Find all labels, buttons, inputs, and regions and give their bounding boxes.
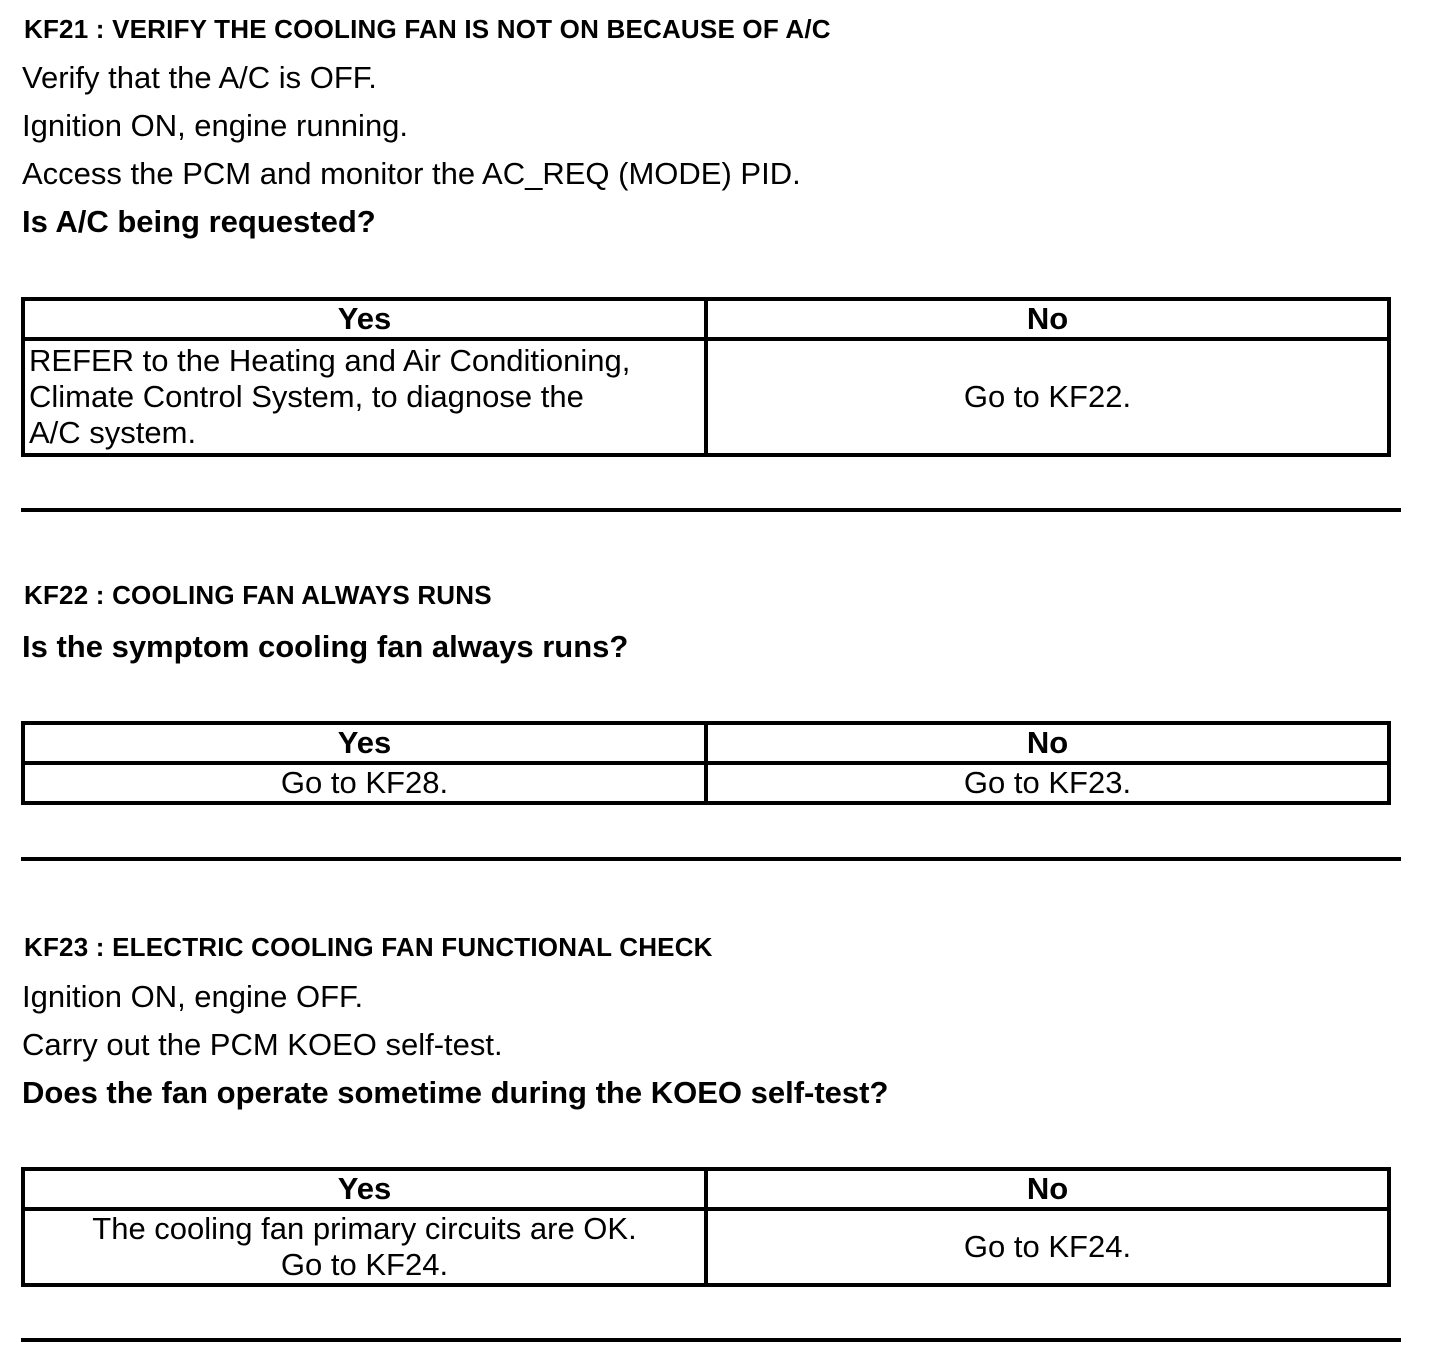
section-divider [21, 508, 1401, 512]
kf21-no-cell: Go to KF22. [706, 339, 1389, 455]
kf23-decision-table [21, 1167, 1391, 1287]
kf21-decision-table [21, 297, 1391, 457]
kf22-no-cell: Go to KF23. [706, 763, 1389, 803]
kf23-step-1: Ignition ON, engine OFF. [22, 979, 364, 1014]
kf23-step-2: Carry out the PCM KOEO self-test. [22, 1027, 503, 1062]
kf21-title: KF21 : VERIFY THE COOLING FAN IS NOT ON BECAUSE OF A/C [24, 14, 831, 44]
kf21-yes-line-3: A/C system. [29, 415, 197, 450]
kf21-no-header: No [706, 299, 1389, 339]
kf21-step-1: Verify that the A/C is OFF. [22, 60, 377, 95]
kf23-no-cell: Go to KF24. [706, 1209, 1389, 1285]
kf22-question: Is the symptom cooling fan always runs? [22, 629, 629, 664]
section-divider [21, 1338, 1401, 1342]
kf23-yes-line-2: Go to KF24. [280, 1247, 449, 1282]
section-divider [21, 857, 1401, 861]
kf22-yes-cell: Go to KF28. [23, 763, 706, 803]
kf22-title: KF22 : COOLING FAN ALWAYS RUNS [24, 580, 492, 610]
kf21-yes-line-1: REFER to the Heating and Air Conditioning, [29, 343, 631, 378]
kf22-yes-header: Yes [23, 723, 706, 763]
kf21-yes-line-2: Climate Control System, to diagnose the [29, 379, 584, 414]
kf21-yes-header: Yes [23, 299, 706, 339]
kf23-question: Does the fan operate sometime during the KOEO self-test? [22, 1075, 889, 1110]
kf23-title: KF23 : ELECTRIC COOLING FAN FUNCTIONAL CHECK [24, 932, 713, 962]
kf23-yes-cell [23, 1209, 706, 1285]
kf21-step-3: Access the PCM and monitor the AC_REQ (MODE) PID. [22, 156, 801, 191]
kf21-step-2: Ignition ON, engine running. [22, 108, 409, 143]
kf23-yes-line-1: The cooling fan primary circuits are OK. [92, 1211, 637, 1246]
kf23-yes-header: Yes [23, 1169, 706, 1209]
kf23-no-header: No [706, 1169, 1389, 1209]
kf22-no-header: No [706, 723, 1389, 763]
kf21-yes-cell [23, 339, 706, 455]
kf22-decision-table [21, 721, 1391, 805]
kf21-question: Is A/C being requested? [22, 204, 376, 239]
